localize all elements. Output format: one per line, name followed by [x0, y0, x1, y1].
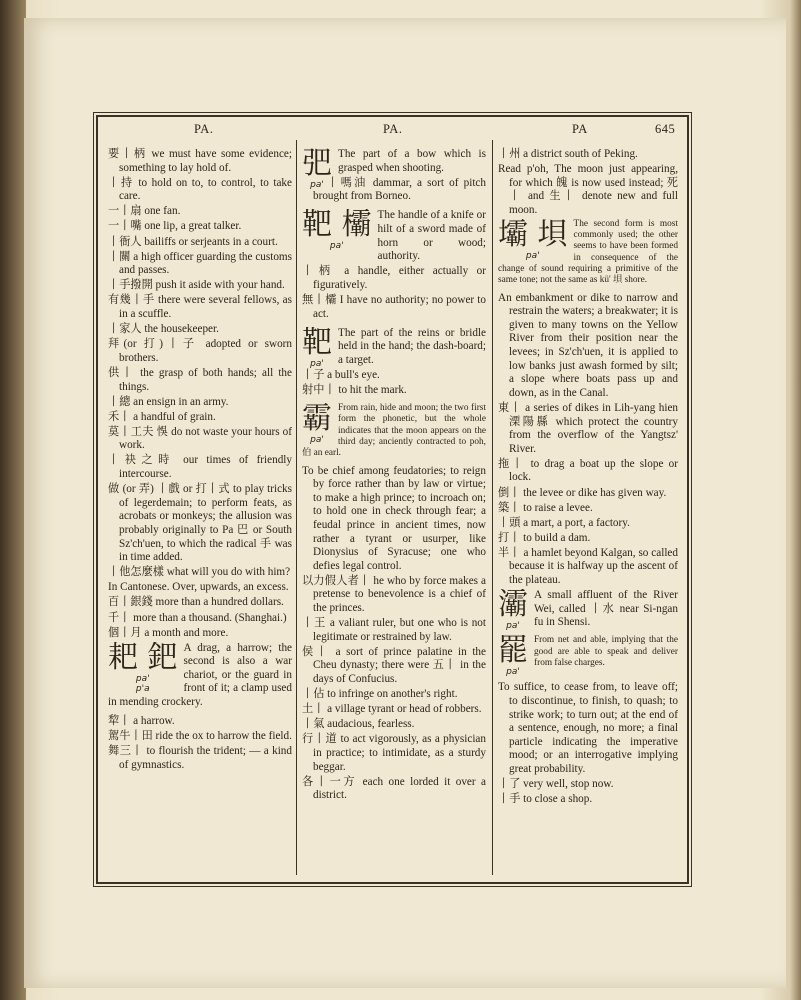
page-number: 645	[655, 122, 676, 136]
header-right: PA	[572, 122, 588, 136]
header-center: PA.	[383, 122, 403, 136]
entry-line: 供丨 the grasp of both hands; all the things.	[108, 366, 292, 393]
entry-chief	[302, 403, 486, 461]
example: 丨嗎油 dammar, a sort of pitch brought from Borneo.	[313, 176, 486, 203]
romanization: pa'	[506, 621, 520, 632]
romanization: pa'	[525, 250, 540, 261]
romanization: pa'	[506, 667, 520, 678]
entry-line: 東丨 a series of dikes in Lih-yang hien 溧陽縣 which protect the country from the overflow of the Yangtsz' River.	[498, 401, 678, 455]
romanization: pa'	[310, 435, 324, 446]
example: 丨柄 a handle, either actually or figuratively.	[302, 265, 486, 291]
entry-line: 行丨道 to act vigorously, as a physician in practice; to intimidate, as a sturdy beggar.	[302, 733, 486, 773]
headword: 灞	[498, 589, 528, 623]
definition: A small affluent of the River Wei, called 丨水 near Si-ngan fu in Shensi.	[534, 589, 678, 629]
headword: 靶	[302, 326, 332, 360]
entry-line: 丨州 a district south of Peking.	[498, 148, 638, 160]
header-left: PA.	[194, 122, 214, 136]
entry-line: 百丨銀錢 more than a hundred dollars.	[108, 596, 284, 609]
entry-handle	[302, 209, 486, 322]
entry-line: To suffice, to cease from, to leave off; to discontinue, to finish, to quash; to strike work; to turn out; at the end of a sentence, enough, no more; a final particle indicating the imperative mood; or an interrogative implying great probability.	[498, 681, 678, 775]
entry-line: 丨持 to hold on to, to control, to take care.	[108, 176, 292, 203]
entry-line: 千丨 more than a thousand. (Shanghai.)	[108, 611, 287, 624]
entry-line: An embankment or dike to narrow and restrain the waters; a breakwater; it is given to many towns on the Yellow River from their position near the levees; in Sz'ch'uen, it is applied to low banks just awash formed by silt; a slope where boats pass up and down, as in the Canal.	[498, 291, 678, 399]
headword: 壩 垻	[498, 218, 568, 252]
definition: A drag, a harrow; the second is also a war chariot, or the guard in front of it; a clamp used in mending crockery.	[108, 641, 292, 709]
headword-block	[302, 403, 332, 445]
entry-line: 做 (or 弄) 丨戲 or 打丨式 to play tricks of legerdemain; to perform feats, as acrobats or monkeys; the allusion was probably originally to Pa 巴 or South Sz'ch'uen, to which the radical 手 was in time added.	[108, 483, 292, 564]
entry-line: 丨家人 the housekeeper.	[108, 323, 219, 336]
entry-line: 拖丨 to drag a boat up the slope or lock.	[498, 457, 678, 484]
headword-chars	[108, 642, 178, 694]
entry-line: 丨手 to close a shop.	[498, 793, 593, 806]
romanization: pa'	[329, 241, 344, 252]
entry-line: 舞三丨 to flourish the trident; — a kind of gymnastics.	[108, 745, 292, 771]
entry-line: Read p'oh, The moon just appearing, for which 魄 is now used instead; 死丨 and 生丨 denote new and full moon.	[498, 163, 678, 216]
entry-line: 一丨扇 one fan.	[108, 205, 181, 218]
entry-line: 丨關 a high officer guarding the customs and passes.	[108, 250, 292, 277]
column-3-entries-c	[498, 292, 678, 588]
headword: 耙 鈀	[108, 641, 178, 675]
entry-line: 以力假人者丨 he who by force makes a pretense to benevolence is a chief of the princes.	[302, 574, 486, 615]
headword: 靶 欛	[302, 209, 372, 243]
entry-harrow	[108, 642, 292, 711]
entry-line: 個丨月 a month and more.	[108, 626, 229, 639]
entry-line: 莫丨工夫 悞 do not waste your hours of work.	[108, 425, 292, 452]
entry-line: 丨頭 a mart, a port, a factory.	[498, 516, 630, 529]
entry-embankment	[498, 219, 678, 288]
entry-line: 倒丨 the levee or dike has given way.	[498, 486, 667, 499]
column-1	[108, 148, 292, 774]
entry-line: 丨了 very well, stop now.	[498, 778, 614, 791]
romanization: pa'	[310, 358, 324, 369]
headword-block	[302, 327, 332, 369]
entry-bow	[302, 148, 486, 205]
etymology-note: From net and able, implying that the good are able to speak and deliver from false charges.	[534, 635, 678, 668]
entry-line: To be chief among feudatories; to reign by force rather than by law or virtue; to make a high prince; to incroach on; to hold one in check through fear; a feudal prince in ancient times, now rather a tyrant or usurper, like Dionysius of Syracuse; one who defies legal control.	[302, 464, 486, 572]
column-1-entries-b	[108, 715, 292, 772]
romanization-2: p'a	[135, 683, 150, 694]
entry-reins	[302, 327, 486, 399]
entry-line: 禾丨 a handful of grain.	[108, 410, 216, 423]
example: 丨子 a bull's eye.	[302, 368, 380, 381]
book-spine	[0, 0, 26, 1000]
entry-line: In Cantonese. Over, upwards, an excess.	[108, 581, 289, 594]
headword-block	[498, 635, 528, 677]
entry-line: 丨氣 audacious, fearless.	[302, 718, 415, 731]
entry-line: 各丨一方 each one lorded it over a district.	[302, 775, 486, 802]
headword-block	[498, 219, 568, 261]
column-3-entries-a	[498, 148, 678, 217]
headword: 弝	[302, 148, 332, 181]
entry-line: 打丨 to build a dam.	[498, 531, 591, 544]
entry-line: 丨王 a valiant ruler, but one who is not legitimate or restrained by law.	[302, 617, 486, 643]
entry-line: 丨手撥開 push it aside with your hand.	[108, 279, 285, 292]
entry-line: 土丨 a village tyrant or head of robbers.	[302, 703, 482, 716]
definition: The part of the reins or bridle held in the hand; the dash-board; a target.	[338, 326, 486, 366]
column-rule-1	[296, 140, 297, 875]
entry-line: 一丨嘴 one lip, a great talker.	[108, 220, 242, 233]
entry-line: 拜(or 打)丨子 adopted or sworn brothers.	[108, 338, 292, 364]
entry-line: 丨他怎麼樣 what will you do with him?	[108, 566, 291, 579]
entry-affluent	[498, 589, 678, 631]
entry-line: 半丨 a hamlet beyond Kalgan, so called because it is halfway up the ascent of the plateau.	[498, 546, 678, 587]
romanization: pa'	[310, 180, 324, 190]
headword: 霸	[302, 403, 332, 437]
column-3	[498, 148, 678, 808]
example: 無丨欛 I have no authority; no power to act.	[302, 293, 486, 320]
entry-line: 侯丨 a sort of prince palatine in the Cheu dynasty; there were 五丨 in the days of Confucius.	[302, 645, 486, 686]
entry-line: 丨總 an ensign in an army.	[108, 395, 229, 408]
entry-line: 丨袂之時 our times of friendly intercourse.	[108, 454, 292, 481]
etymology-note: From rain, hide and moon; the two first form the phonetic, but the whole indicates that the moon appears on the third day; anciently contracted to poh, 伯 an earl.	[302, 403, 486, 458]
headword-block	[498, 589, 528, 631]
entry-line: 犂丨 a harrow.	[108, 715, 175, 728]
entry-line: 丨佔 to infringe on another's right.	[302, 688, 458, 701]
entry-cease	[498, 635, 678, 677]
column-3-entries-f	[498, 681, 678, 806]
entry-line: 丨衙人 bailiffs or serjeants in a court.	[108, 235, 278, 248]
entry-line: 有幾丨手 there were several fellows, as in a scuffle.	[108, 294, 292, 321]
column-rule-2	[492, 140, 493, 875]
column-1-entries	[108, 148, 292, 640]
entry-line: 駕牛丨田 ride the ox to harrow the field.	[108, 730, 292, 743]
column-2	[302, 148, 486, 804]
definition: The handle of a knife or hilt of a sword made of horn or wood; authority.	[377, 209, 486, 263]
headword-block	[302, 209, 372, 251]
headword: 罷	[498, 635, 528, 669]
entry-line: 要丨柄 we must have some evidence; something to lay hold of.	[108, 148, 292, 174]
definition: The part of a bow which is grasped when shooting.	[338, 148, 486, 174]
etymology-note: The second form is most commonly used; the other seems to have been formed in consequence of the change of sound requiring a primitive of the same tone; not the same as kü' 垻 shore.	[498, 218, 678, 285]
romanization: pa'	[135, 673, 150, 684]
example: 射中丨 to hit the mark.	[302, 384, 407, 396]
entry-line: 築丨 to raise a levee.	[498, 501, 593, 514]
column-2-entries	[302, 465, 486, 803]
